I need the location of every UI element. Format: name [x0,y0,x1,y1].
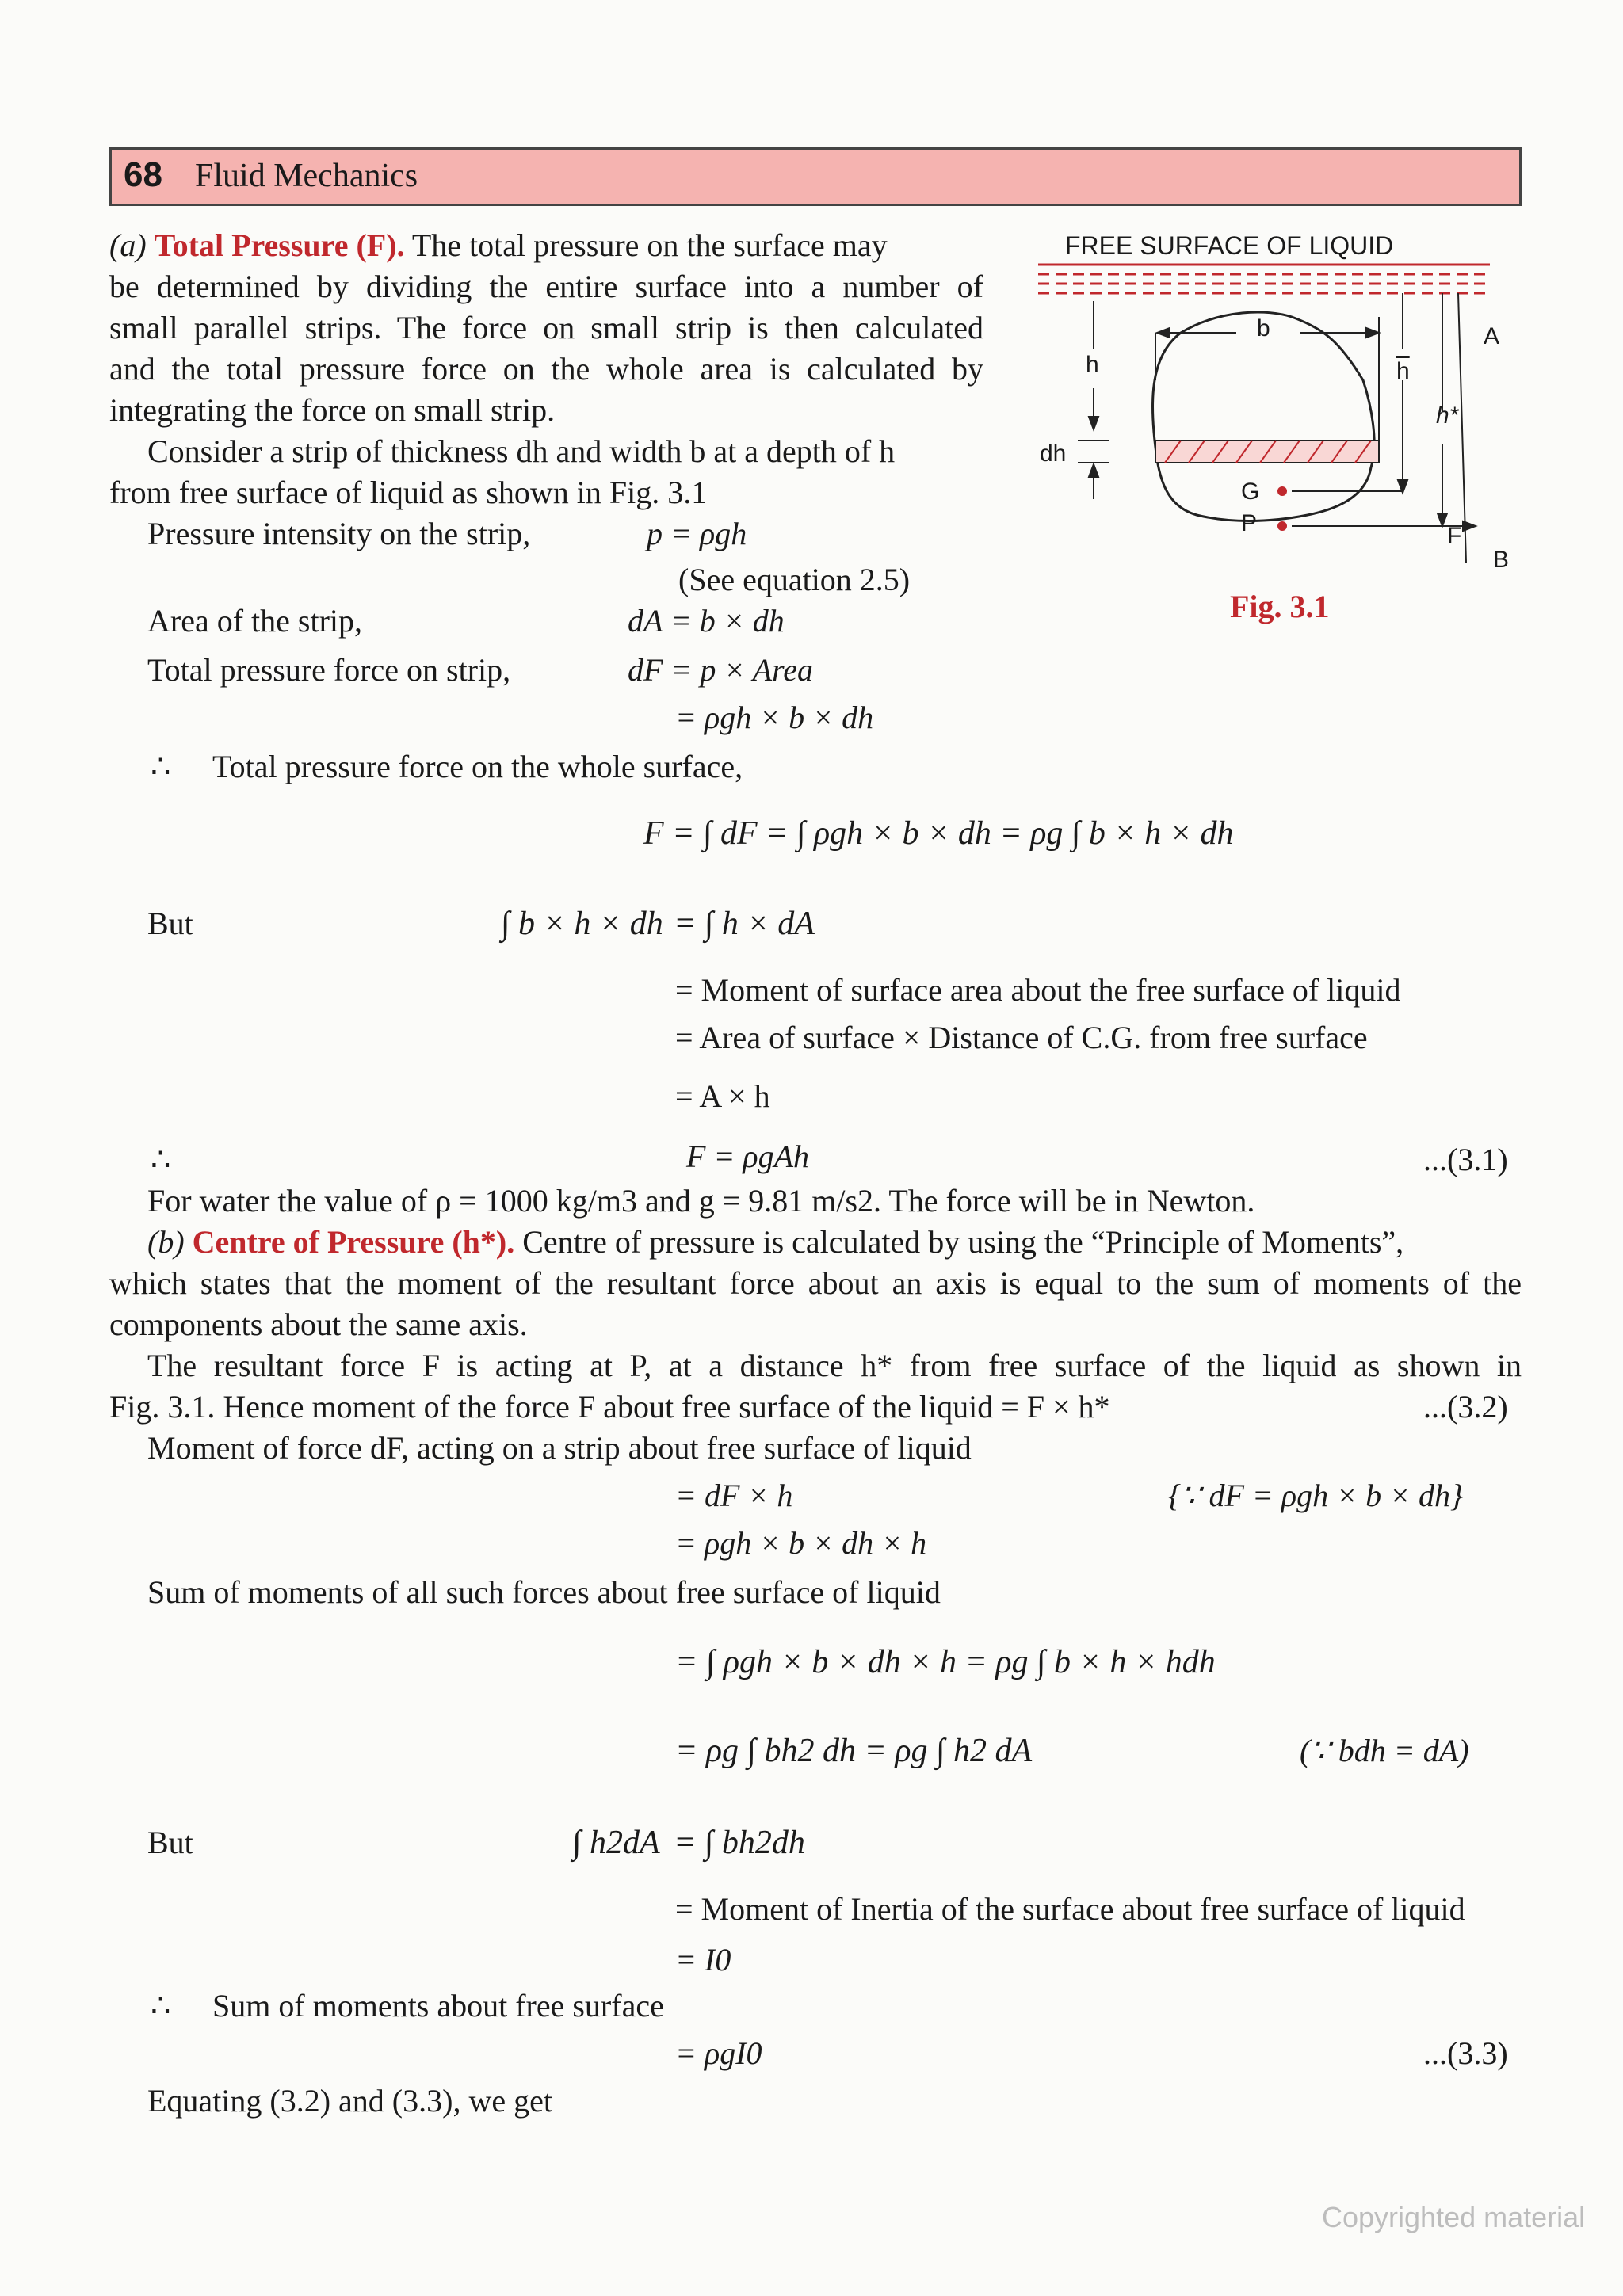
para-a2-line1: Consider a strip of thickness dh and width b at a depth of h [147,433,896,469]
pressure-centre-point [1277,521,1287,531]
label-F: F [1447,523,1462,549]
therefore-symbol-2: ∴ [151,1142,171,1177]
para-a1-line5: integrating the force on small strip. [109,392,556,428]
label-but-b: But [147,1825,193,1860]
inertia-line: = Moment of Inertia of the surface about free surface of liquid [675,1891,1465,1927]
para-a1-line2: be determined by dividing the entire surface into a number of [109,269,983,304]
label-A: A [1484,323,1500,349]
area-cg-line: = Area of surface × Distance of C.G. from free surface [675,1020,1368,1055]
figure-3-1-diagram [1030,261,1506,578]
label-pressure-intensity: Pressure intensity on the strip, [147,516,531,551]
eq-sum-integral-2: = ρg ∫ bh2 dh = ρg ∫ h2 dA [675,1733,1033,1769]
label-sum-free-surface: Sum of moments about free surface [212,1988,664,2023]
free-surface-label: FREE SURFACE OF LIQUID [1065,231,1394,260]
para-a2-line2: from free surface of liquid as shown in Fig. 3.1 [109,475,708,510]
eq-number-3-3: ...(3.3) [1423,2035,1508,2071]
centroid-point [1277,486,1287,496]
eq-number-3-1: ...(3.1) [1423,1142,1508,1177]
eq-p: p = ρgh [647,516,747,551]
label-but-a: But [147,906,193,941]
eq-dF: dF = p × Area [628,652,813,688]
label-total-force-strip: Total pressure force on strip, [147,652,511,688]
eq-but-bh2dh: = ∫ bh2dh [674,1825,805,1861]
label-b: b [1257,315,1270,341]
para-b1-line3: components about the same axis. [109,1306,528,1342]
eq-F-integral: F = ∫ dF = ∫ ρgh × b × dh = ρg ∫ b × h × dh [643,815,1234,852]
para-a1-line1: (a) Total Pressure (F). The total pressure on the surface may [109,227,888,263]
page-title: Fluid Mechanics [195,158,418,194]
submerged-surface-outline [1152,312,1374,521]
eq-dA: dA = b × dh [628,603,785,639]
label-G: G [1241,479,1260,505]
copyright-watermark: Copyrighted material [1322,2201,1586,2233]
eq-dF-h: = dF × h [675,1478,793,1513]
para-a1-line4: and the total pressure force on the whole area is calculated by [109,351,983,387]
eq-A-hbar: = A × h [675,1078,770,1114]
label-area-strip: Area of the strip, [147,603,363,639]
label-hbar: $\overline{h}$ [1396,358,1410,384]
label-B: B [1493,547,1510,573]
label-P: P [1241,510,1258,536]
eq-rho-g-h-b-dh-h: = ρgh × b × dh × h [675,1525,927,1561]
eq-number-3-2: ...(3.2) [1423,1389,1508,1425]
eq-sum-integral-1: = ∫ ρgh × b × dh × h = ρg ∫ b × h × hdh [675,1644,1216,1680]
label-sum-moments: Sum of moments of all such forces about free surface of liquid [147,1574,941,1610]
eq-dF-expanded: = ρgh × b × dh [675,700,874,735]
note-see-equation: (See equation 2.5) [678,562,911,597]
page-number: 68 [124,155,162,194]
eq-rho-g-I0: = ρgI0 [675,2035,762,2071]
moment-area-line: = Moment of surface area about the free surface of liquid [675,972,1401,1008]
therefore-symbol-3: ∴ [151,1988,171,2023]
label-h: h [1086,352,1099,378]
para-b1-line1: (b) Centre of Pressure (h*). Centre of pressure is calculated by using the “Principle of Moments”, [147,1224,1404,1260]
label-moment-dF: Moment of force dF, acting on a strip about free surface of liquid [147,1430,972,1466]
label-dh: dh [1040,441,1067,467]
eq-I0: = I0 [675,1942,731,1978]
eq-but-h2dA: ∫ h2dA [572,1825,660,1861]
heading-centre-of-pressure: Centre of Pressure (h*). [192,1224,515,1260]
note-dF: {∵ dF = ρgh × b × dh} [1168,1478,1464,1513]
para-b2-line1: The resultant force F is acting at P, at a distance h* from free surface of the liquid as shown in [147,1348,1522,1383]
equating-line: Equating (3.2) and (3.3), we get [147,2083,552,2119]
para-a1-line3: small parallel strips. The force on small strip is then calculated [109,310,983,345]
label-total-force-surface: Total pressure force on the whole surface, [212,749,743,784]
eq-F-final: F = ρgAh [686,1138,810,1174]
eq-but-lhs: ∫ b × h × dh [501,906,663,942]
eq-but-rhs: = ∫ h × dA [674,906,815,942]
figure-caption: Fig. 3.1 [1230,589,1330,624]
para-b1-line2: which states that the moment of the resultant force about an axis is equal to the sum of moments of the [109,1265,1522,1301]
heading-total-pressure: Total Pressure (F). [154,227,405,263]
therefore-symbol: ∴ [151,749,171,784]
para-b2-line2: Fig. 3.1. Hence moment of the force F about free surface of the liquid = F × h* [109,1389,1110,1425]
label-hstar: h* [1436,402,1459,429]
note-bdh-dA: (∵ bdh = dA) [1300,1733,1469,1768]
water-value-line: For water the value of ρ = 1000 kg/m3 and g = 9.81 m/s2. The force will be in Newton. [147,1183,1255,1219]
